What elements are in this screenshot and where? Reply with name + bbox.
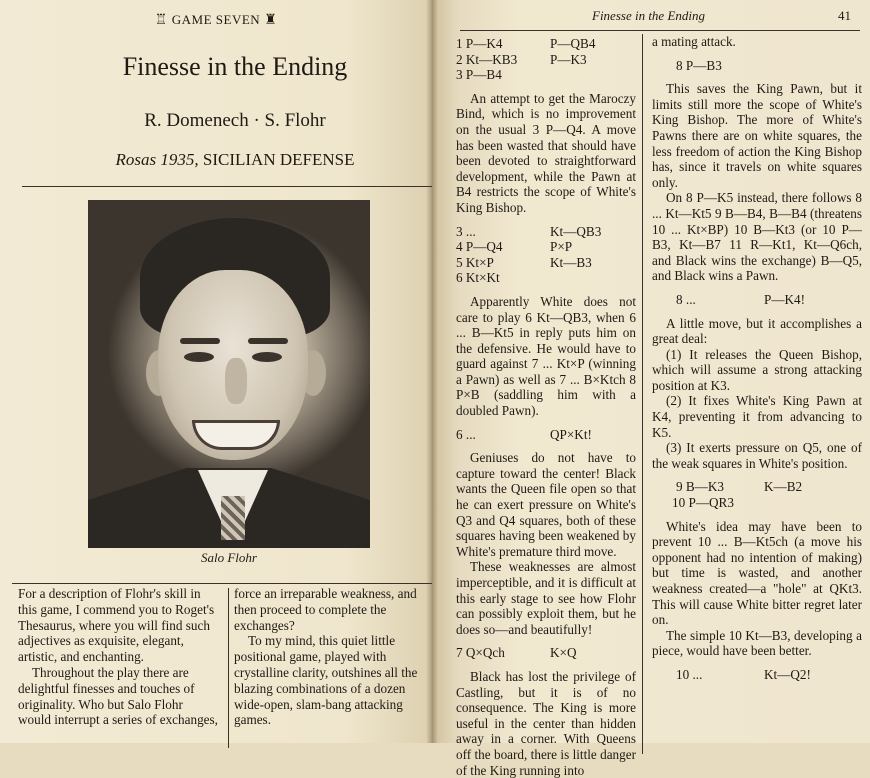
move-row: 4 P—Q4 P×P: [456, 239, 573, 255]
game-header-text: GAME SEVEN: [171, 12, 261, 27]
event-place: Rosas 1935,: [115, 150, 199, 169]
column-rule: [228, 588, 229, 748]
intro-column-1: [18, 586, 218, 728]
move-row: 6 ... QP×Kt!: [456, 426, 592, 442]
paragraph: Apparently White does not care to play 6 Kt—QB3, when 6 ... B—Kt5 in reply puts him on the defensive. He would have to guard against 7 ... Kt×P (winning a Pawn) as well as 7 ... B×Ktch 8 P×B (saddling him with a doubled Pawn).: [456, 293, 636, 419]
move-row: 7 Q×Qch K×Q: [456, 645, 577, 661]
paragraph: Black has lost the privilege of Castling, but it is of no consequence. The King is more useful in the center than hidden away in a corner. With Queens off the board, there is little danger of the King running into: [456, 668, 636, 778]
game-header: [0, 12, 432, 29]
move-row: 8 ... P—K4!: [676, 291, 806, 307]
paragraph: An attempt to get the Maroczy Bind, which is no improvement on the usual 3 P—Q4. A move has been wasted that should have been devoted to straightforward development, while the Pawn at B4 restricts the scope of White's King Bishop.: [456, 90, 636, 215]
paragraph: On 8 P—K5 instead, there follows 8 ... Kt—Kt5 9 B—B4, B—B4 (threatens 10 ... Kt×BP) 10 B—Kt3 (or 10 P—B3, Kt—B7 11 R—Kt1, Kt—Q6ch, and Black wins the exchange) B—Q5, and Black wins a Pawn.: [652, 190, 862, 284]
move-row: 2 Kt—KB3 P—K3: [456, 51, 587, 67]
paragraph: (2) It fixes White's King Pawn at K4, preventing it from advancing to K5.: [652, 393, 862, 440]
event-line: [0, 150, 470, 170]
paragraph: Throughout the play there are delightful finesses and touches of originality. Who but Salo Flohr would interrupt a series of exchanges,: [18, 664, 218, 728]
divider: [460, 30, 860, 31]
paragraph: force an irreparable weakness, and then proceed to complete the exchanges?: [234, 586, 417, 633]
paragraph: (3) It exerts pressure on Q5, one of the weak squares in White's position.: [652, 440, 862, 471]
divider: [22, 186, 434, 187]
move-row: 3 ... Kt—QB3: [456, 223, 602, 239]
opening-name: SICILIAN DEFENSE: [202, 150, 355, 169]
paragraph: White's idea may have been to prevent 10 ... B—Kt5ch (a move his opponent had no intention of making) but time is wasted, and another weakness created—a "hole" at QKt3. This will cause White bitter regret later on.: [652, 518, 862, 628]
move-row: 3 P—B4: [456, 67, 502, 83]
move-row: 1 P—K4 P—QB4: [456, 36, 596, 51]
paragraph: The simple 10 Kt—B3, developing a piece, would have been better.: [652, 627, 862, 659]
rook-icon: ♜: [264, 13, 278, 28]
move-row: 6 Kt×Kt: [456, 270, 500, 286]
left-page: [0, 0, 432, 743]
players-line: R. Domenech · S. Flohr: [144, 110, 326, 131]
right-page: [432, 0, 870, 778]
paragraph: To my mind, this quiet little positional game, played with crystalline clarity, outshines all the blazing combinations of a dozen wide-open, slam-bang attacking games.: [234, 633, 418, 728]
move-row: 8 P—B3: [676, 57, 722, 73]
book-gutter: [426, 0, 438, 743]
intro-column-2: [234, 586, 430, 728]
move-row: 9 B—K3 K—B2: [676, 479, 803, 495]
paragraph: a mating attack.: [652, 34, 736, 49]
paragraph: Geniuses do not have to capture toward the center! Black wants the Queen file open so that he can exert pressure on White's Q3 and Q4 squares, both of these squares having been weakened by White's premature third move.: [456, 450, 636, 559]
paragraph: These weaknesses are almost imperceptible, and it is difficult at this early stage to see how Flohr can possibly exploit them, but he does so—and beautifully!: [456, 559, 636, 637]
paragraph: (1) It releases the Queen Bishop, which will assume a strong attacking position at K3.: [652, 346, 862, 393]
page-number: 41: [838, 8, 851, 23]
annotation-column-2: [652, 34, 862, 683]
paragraph: A little move, but it accomplishes a great deal:: [652, 315, 862, 347]
move-row: 10 P—QR3: [672, 495, 734, 511]
column-rule: [642, 34, 643, 754]
paragraph: This saves the King Pawn, but it limits still more the scope of White's King Bishop. The more of White's Pawns there are on white squares, the less freedom of action the King Bishop has, since it travels on white squares only.: [652, 81, 862, 190]
photo-caption: Salo Flohr: [201, 550, 257, 565]
paragraph: For a description of Flohr's skill in this game, I commend you to Roget's Thesaurus, where you will find such adjectives as exquisite, elegant, artistic, and enchanting.: [18, 586, 215, 665]
portrait-photo: [88, 200, 370, 536]
chapter-title: Finesse in the Ending: [122, 52, 348, 81]
running-title: Finesse in the Ending: [592, 8, 706, 23]
divider: [12, 583, 434, 584]
rook-icon: ♖: [154, 13, 168, 28]
move-row: 10 ... Kt—Q2!: [676, 666, 811, 682]
move-row: 5 Kt×P Kt—B3: [456, 254, 592, 270]
annotation-column-1: [456, 36, 636, 778]
